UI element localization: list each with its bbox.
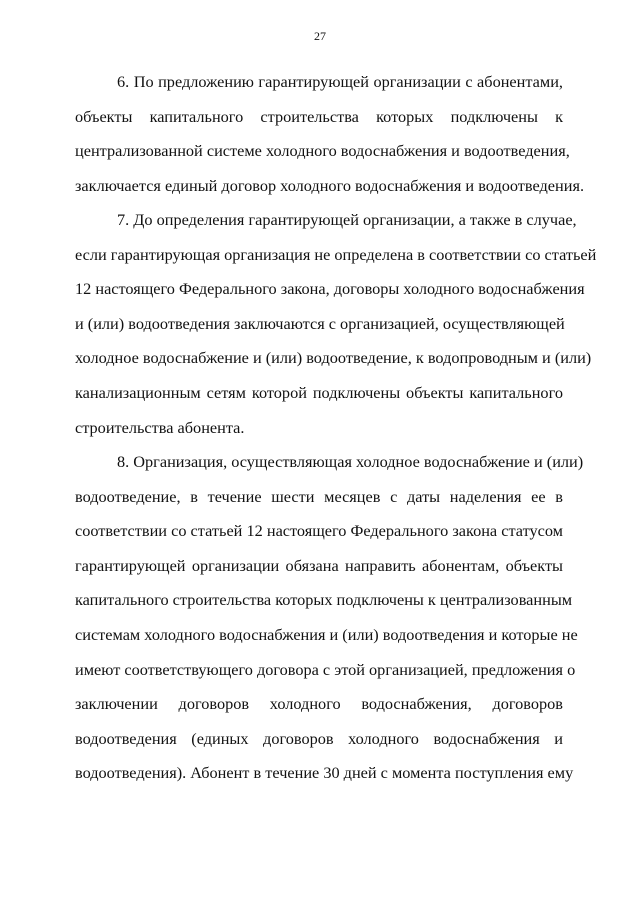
text-line: имеют соответствующего договора с этой организацией, предложения о [75,659,576,679]
text-line: водоотведения (единых договоров холодного водоснабжения и [75,728,563,748]
paragraph-6 [75,65,585,203]
text-line: если гарантирующая организация не определена в соответствии со статьей [75,244,597,264]
text-line: 6. По предложению гарантирующей организации с абонентами, [117,72,563,91]
text-line: системам холодного водоснабжения и (или) водоотведения и которые не [75,624,578,644]
text-line: водоотведения). Абонент в течение 30 дней с момента поступления ему [75,763,574,783]
text-line: заключении договоров холодного водоснабжения, договоров [75,694,563,714]
text-line: гарантирующей организации обязана направить абонентам, объекты [75,555,563,575]
text-line: водоотведение, в течение шести месяцев с даты наделения ее в [75,486,563,506]
paragraph-8 [75,445,584,791]
text-line: канализационным сетям которой подключены объекты капитального [75,382,563,402]
text-line: 7. До определения гарантирующей организации, а также в случае, [117,210,577,229]
text-line: строительства абонента. [75,417,245,437]
page-number: 27 [314,29,326,43]
text-line: и (или) водоотведения заключаются с организацией, осуществляющей [75,313,565,333]
text-line: объекты капитального строительства которых подключены к [75,106,563,126]
text-line: капитального строительства которых подключены к централизованным [75,590,573,610]
paragraph-7 [75,203,597,445]
text-line: 8. Организация, осуществляющая холодное водоснабжение и (или) [117,452,584,471]
text-line: централизованной системе холодного водоснабжения и водоотведения, [75,141,570,161]
text-line: соответствии со статьей 12 настоящего Федерального закона статусом [75,521,563,541]
text-line: 12 настоящего Федерального закона, договоры холодного водоснабжения [75,279,585,299]
text-line: холодное водоснабжение и (или) водоотведение, к водопроводным и (или) [75,348,592,368]
text-line: заключается единый договор холодного водоснабжения и водоотведения. [75,175,585,195]
